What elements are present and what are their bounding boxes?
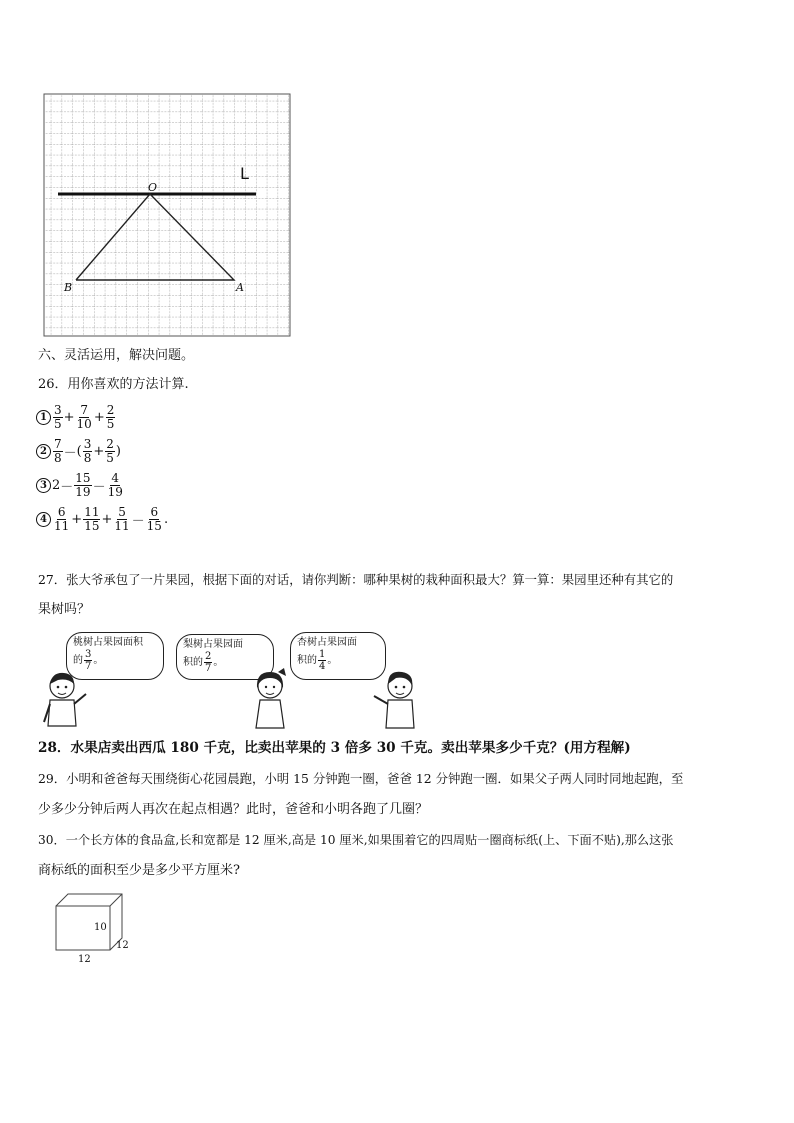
operator: － (63, 445, 77, 461)
label-o: O (148, 181, 158, 194)
item-number-circle: 3 (36, 478, 51, 493)
q26-item (36, 468, 168, 502)
item-number-circle: 4 (36, 512, 51, 527)
q30-line2: 商标纸的面积至少是多少平方厘米? (38, 863, 240, 878)
fraction: $\frac{2}{5}$ (106, 436, 114, 465)
fraction: $\frac{4}{19}$ (107, 470, 123, 499)
operator: + (63, 409, 75, 425)
q29-line2: 少多少分钟后两人再次在起点相遇？此时，爸爸和小明各跑了几圈？ (38, 802, 429, 817)
operator: + (71, 511, 83, 527)
fraction: $\frac{11}{15}$ (84, 504, 100, 533)
label-l: L (240, 164, 249, 183)
operator: 2 (52, 477, 61, 493)
q30-line1: 30．一个长方体的食品盒,长和宽都是 12 厘米,高是 10 厘米,如果围着它的四周贴一圈商标纸(上、下面不贴),那么这张 (38, 833, 674, 847)
fraction: $\frac{5}{11}$ (114, 504, 130, 533)
box-length-label: 12 (78, 954, 91, 965)
q26-item (36, 502, 168, 536)
speech-bubble-apricot: 杏树占果园面 积的 $\frac{1}{4}$ 。 (290, 632, 386, 680)
boy-left-illustration (38, 670, 98, 730)
operator: ( (76, 443, 82, 459)
operator: . (163, 511, 169, 527)
fraction: $\frac{6}{15}$ (146, 504, 162, 533)
q28-text: 28．水果店卖出西瓜 180 千克，比卖出苹果的 3 倍多 30 千克。卖出苹果多少千克？(用方程解) (38, 740, 631, 756)
label-a: A (236, 281, 244, 294)
fraction: $\frac{2}{5}$ (106, 402, 115, 431)
girl-illustration (248, 668, 292, 730)
fraction: $\frac{7}{8}$ (54, 436, 62, 465)
grid-figure (40, 90, 295, 340)
label-b: B (64, 281, 73, 294)
q26-stem: 26．用你喜欢的方法计算. (38, 377, 189, 392)
q26-item (36, 400, 168, 434)
fraction: $\frac{15}{19}$ (75, 470, 91, 499)
box-width-label: 12 (116, 940, 129, 951)
fraction: $\frac{3}{8}$ (83, 436, 92, 465)
operator: － (92, 479, 106, 495)
operator: + (93, 443, 105, 459)
operator: + (101, 511, 113, 527)
item-number-circle: 2 (36, 444, 51, 459)
operator: － (131, 513, 145, 529)
speech-bubble-pear: 梨树占果园面 积的 $\frac{2}{7}$ 。 (176, 634, 274, 680)
q27-line1: 27．张大爷承包了一片果园，根据下面的对话，请你判断：哪种果树的栽种面积最大？算一算：果园里还种有其它的 (38, 572, 674, 587)
section-title: 六、灵活运用，解决问题。 (38, 348, 195, 363)
q29-line1: 29．小明和爸爸每天围绕街心花园晨跑，小明 15 分钟跑一圈，爸爸 12 分钟跑一圈．如果父子两人同时同地起跑，至 (38, 771, 684, 786)
boy-right-illustration (366, 668, 426, 730)
item-number-circle: 1 (36, 410, 51, 425)
box-height-label: 10 (94, 922, 107, 933)
operator: + (93, 409, 105, 425)
operator: ) (115, 443, 121, 459)
speech-bubble-peach: 桃树占果园面积 的 $\frac{3}{7}$ 。 (66, 632, 164, 680)
fraction: $\frac{7}{10}$ (76, 402, 92, 431)
q26-item (36, 434, 168, 468)
operator: － (60, 479, 74, 495)
fraction: $\frac{6}{11}$ (54, 504, 70, 533)
q27-line2: 果树吗？ (38, 602, 91, 617)
q26-items (36, 400, 168, 536)
fraction: $\frac{3}{5}$ (54, 402, 62, 431)
